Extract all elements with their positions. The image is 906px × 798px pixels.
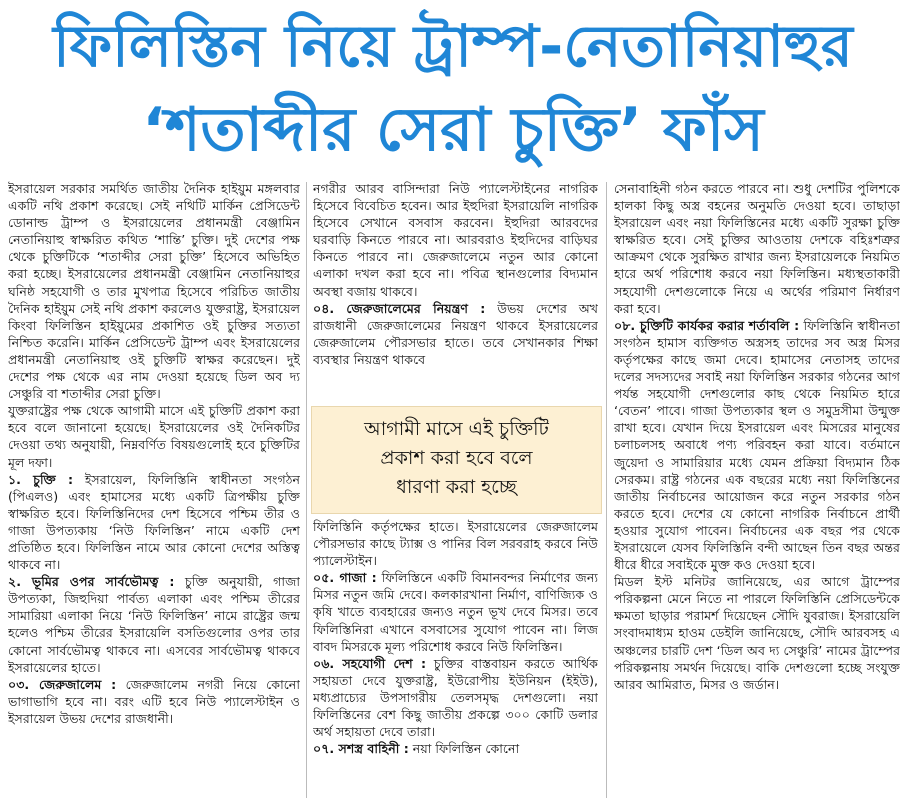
paragraph	[8, 573, 300, 676]
section-heading: ০৩. জেরুজালেম :	[8, 676, 117, 692]
paragraph: যুক্তরাষ্ট্রের পক্ষ থেকে আগামী মাসে এই চুক্তিটি প্রকাশ করা হবে বলে জানানো হয়েছে। ইসরায়েলের ওই দৈনিকটির দেওয়া তথ্য অনুযায়ী, নিম্নবর্ণিত বিষয়গুলোই হবে চুক্তিটির মূল দফা।	[8, 403, 300, 470]
article-column-2-top	[313, 180, 598, 402]
section-text: উভয় দেশের অখ রাজধানী জেরুজালেমের নিয়ন্ত্রণ থাকবে ইসরায়েলের জেরুজালেম পৌরসভার হাতে। তবে সেখানকার শিক্ষা ব্যবস্থার নিয়ন্ত্রণ থাকবে	[313, 300, 598, 367]
section-heading: ০৬. সহযোগী দেশ :	[313, 655, 426, 671]
section-text: ফিলিস্তিনে একটি বিমানবন্দর নির্মাণের জন্য মিসর নতুন জমি দেবে। কলকারখানা নির্মাণ, বাণিজ্যিক ও কৃষি খাতে ব্যবহারের জন্যও নতুন ভূখ দেবে মিসর। তবে ফিলিস্তিনিরা এখানে বসবাসের সুযোগ পাবেন না। লিজ বাবদ মিসরকে মূল্য পরিশোধ করবে নিউ ফিলিস্তিন।	[313, 570, 598, 654]
pull-quote-box	[311, 406, 602, 514]
pull-quote-line: প্রকাশ করা হবে বলে	[380, 447, 533, 469]
column-divider	[606, 182, 607, 798]
headline-line-1: ফিলিস্তিন নিয়ে ট্রাম্প-নেতানিয়াহুর	[53, 12, 853, 80]
paragraph: নগরীর আরব বাসিন্দারা নিউ প্যালেস্টাইনের নাগরিক হিসেবে বিবেচিত হবেন। আর ইহুদিরা ইসরায়েলি নাগরিক হিসেবে সেখানে বসবাস করবেন। ইহুদিরা আরবদের ঘরবাড়ি কিনতে পারবে না। আরবরাও ইহুদিদের বাড়িঘর কিনতে পারবে না। জেরুজালেমে নতুন আর কোনো এলাকা দখল করা হবে না। পবিত্র স্থানগুলোর বিদ্যমান অবস্থা বজায় থাকবে।	[313, 181, 598, 299]
article-column-3	[614, 180, 900, 798]
section-text: চুক্তি অনুযায়ী, গাজা উপত্যকা, জিহুদিয়া পার্বত্য এলাকা এবং পশ্চিম তীরের সামারিয়া এলাকা নিয়ে ‘নিউ ফিলিস্তিন’ নামে রাষ্ট্রের জন্ম হলেও পশ্চিম তীরের ইসরায়েলি বসতিগুলোর ওপর তার কোনো সার্বভৌমত্ব থাকবে না। এসবের সার্বভৌমত্ব থাকবে ইসরায়েলের হাতে।	[8, 574, 300, 675]
section-heading: ০৫. গাজা :	[313, 570, 377, 586]
article-column-2-bottom	[313, 518, 598, 798]
paragraph	[8, 471, 300, 574]
paragraph	[313, 655, 598, 740]
paragraph	[8, 676, 300, 727]
paragraph: মিডল ইস্ট মনিটর জানিয়েছে, এর আগে ট্রাম্পের পরিকল্পনা মেনে নিতে না পারলে ফিলিস্তিনি প্রেসিডেন্টকে ক্ষমতা ছাড়ার পরামর্শ দিয়েছেন সৌদি যুবরাজ। ইসরায়েলি সংবাদমাধ্যম হাওম ডেইলি জানিয়েছে, সৌদি আরবসহ এ অঞ্চলের চারটি দেশ ‘ডিল অব দ্য সেঞ্চুরি’ নামের ট্রাম্পের পরিকল্পনায় সমর্থন দিয়েছে। বাকি দেশগুলো হচ্ছে সংযুক্ত আরব আমিরাত, মিসর ও জর্ডান।	[614, 574, 900, 692]
headline	[0, 0, 906, 172]
paragraph	[313, 740, 598, 757]
section-heading: ১. চুক্তি :	[8, 471, 74, 487]
section-heading: ০৪. জেরুজালেমের নিয়ন্ত্রণ :	[313, 300, 486, 316]
paragraph	[313, 569, 598, 654]
section-heading: ২. ভূমির ওপর সার্বভৌমত্ব :	[8, 574, 175, 590]
section-heading: ০৭. সশস্ত্র বাহিনী :	[313, 741, 409, 757]
section-heading: ০৮. চুক্তিটি কার্যকর করার শর্তাবলি :	[614, 317, 800, 333]
pull-quote-line: আগামী মাসে এই চুক্তিটি	[364, 418, 549, 440]
headline-line-2: ‘শতাব্দীর সেরা চুক্তি’ ফাঁস	[142, 95, 764, 165]
section-text: নয়া ফিলিস্তিন কোনো	[408, 741, 520, 757]
article-column-1	[8, 180, 300, 798]
section-text: ফিলিস্তিনি স্বাধীনতা সংগঠন হামাস ব্যক্তিগত অস্ত্রসহ তাদের সব অস্ত্র মিসর কর্তৃপক্ষের কাছে জমা দেবে। হামাসের নেতাসহ তাদের দলের সদস্যদের সবাই নয়া ফিলিস্তিন সরকার গঠনের আগ পর্যন্ত সহযোগী দেশগুলোর কাছ থেকে নিয়মিত হারে ‘বেতন’ পাবে। গাজা উপত্যকার স্থল ও সমুদ্রসীমা উন্মুক্ত রাখা হবে। যেখান দিয়ে ইসরায়েল এবং মিসরের মানুষের চলাচলসহ অবাধে পণ্য পরিবহন করা যাবে। বর্তমানে জুয়েদা ও সামারিয়ার মধ্যে যেমন প্রক্রিয়া বিদ্যমান ঠিক সেরকম। রাষ্ট্র গঠনের এক বছরের মধ্যে নয়া ফিলিস্তিনের জাতীয় নির্বাচনের আয়োজন করে নতুন সরকার গঠন করতে হবে। দেশের যে কোনো নাগরিক নির্বাচনে প্রার্থী হওয়ার সুযোগ পাবেন। নির্বাচনের এক বছর পর থেকে ইসরায়েলে যেসব ফিলিস্তিনি বন্দী আছেন তিন বছর অন্তর ধীরে ধীরে সবাইকে মুক্ত কও দেওয়া হবে।	[614, 317, 900, 573]
paragraph: সেনাবাহিনী গঠন করতে পারবে না। শুধু দেশটির পুলিশকে হালকা কিছু অস্ত্র বহনের অনুমতি দেওয়া হবে। তাছাড়া ইসরায়েল এবং নয়া ফিলিস্তিনের মধ্যে একটি সুরক্ষা চুক্তি স্বাক্ষরিত হবে। সেই চুক্তির আওতায় দেশকে বহিঃশত্রুর আক্রমণ থেকে সুরক্ষিত রাখার জন্য ইসরায়েলকে নিয়মিত হারে অর্থ পরিশোধ করবে নয়া ফিলিস্তিন। মধ্যস্থতাকারী সহযোগী দেশগুলোকে নিয়ে এ অর্থের পরিমাণ নির্ধারণ করা হবে।	[614, 181, 900, 316]
pull-quote-line: ধারণা করা হচ্ছে	[396, 476, 517, 498]
section-text: ইসরায়েল, ফিলিস্তিনি স্বাধীনতা সংগঠন (পিএলও) এবং হামাসের মধ্যে একটি ত্রিপক্ষীয় চুক্তি স্বাক্ষরিত হবে। ফিলিস্তিনিদের দেশ হিসেবে পশ্চিম তীর ও গাজা উপত্যকায় ‘নিউ ফিলিস্তিন’ নামে একটি দেশ প্রতিষ্ঠিত হবে। ফিলিস্তিন নামে আর কোনো দেশের অস্তিত্ব থাকবে না।	[8, 471, 300, 573]
paragraph: ইসরায়েল সরকার সমর্থিত জাতীয় দৈনিক হাইয়ুম মঙ্গলবার একটি নথি প্রকাশ করেছে। সেই নথিটি মার্কিন প্রেসিডেন্ট ডোনাল্ড ট্রাম্প ও ইসরায়েলের প্রধানমন্ত্রী বেঞ্জামিন নেতানিয়াহু স্বাক্ষরিত কথিত ‘শান্তি’ চুক্তি। দুই দেশের পক্ষ থেকে চুক্তিটিকে ‘শতাব্দীর সেরা চুক্তি’ হিসেবে অভিহিত করা হচ্ছে। ইসরায়েলের প্রধানমন্ত্রী বেঞ্জামিন নেতানিয়াহুর ঘনিষ্ঠ সহযোগী ও তার মুখপাত্র হিসেবে পরিচিত জাতীয় দৈনিক হাইয়ুম সেই নথি প্রকাশ করলেও যুক্তরাষ্ট্র, ইসরায়েল কিংবা ফিলিস্তিন হাইয়ুমের প্রকাশিত ওই চুক্তির সত্যতা নিশ্চিত করেনি। মার্কিন প্রেসিডেন্ট ট্রাম্প এবং ইসরায়েলের প্রধানমন্ত্রী নেতানিয়াহু ওই চুক্তিটি স্বাক্ষর করেছেন। দুই দেশের পক্ষ থেকে এর নাম দেওয়া হয়েছে ডিল অব দ্য সেঞ্চুরি বা শতাব্দীর সেরা চুক্তি।	[8, 181, 300, 402]
paragraph	[614, 317, 900, 573]
section-text: জেরুজালেম নগরী নিয়ে কোনো ভাগাভাগি হবে না। বরং এটি হবে নিউ প্যালেস্টাইন ও ইসরায়েল উভয় দেশের রাজধানী।	[8, 676, 300, 726]
column-divider	[306, 182, 307, 798]
paragraph	[313, 300, 598, 368]
section-text: চুক্তির বাস্তবায়ন করতে আর্থিক সহায়তা দেবে যুক্তরাষ্ট্র, ইউরোপীয় ইউনিয়ন (ইইউ), মধ্যপ্রাচ্যের উপসাগরীয় তেলসমৃদ্ধ দেশগুলো। নয়া ফিলিস্তিনের বেশ কিছু জাতীয় প্রকল্পে ৩০০ কোটি ডলার অর্থ সহায়তা দেবে তারা।	[313, 655, 598, 740]
paragraph: ফিলিস্তিনি কর্তৃপক্ষের হাতে। ইসরায়েলের জেরুজালেম পৌরসভার কাছে ট্যাক্স ও পানির বিল সরবরাহ করবে নিউ প্যালেস্টাইন।	[313, 519, 598, 569]
